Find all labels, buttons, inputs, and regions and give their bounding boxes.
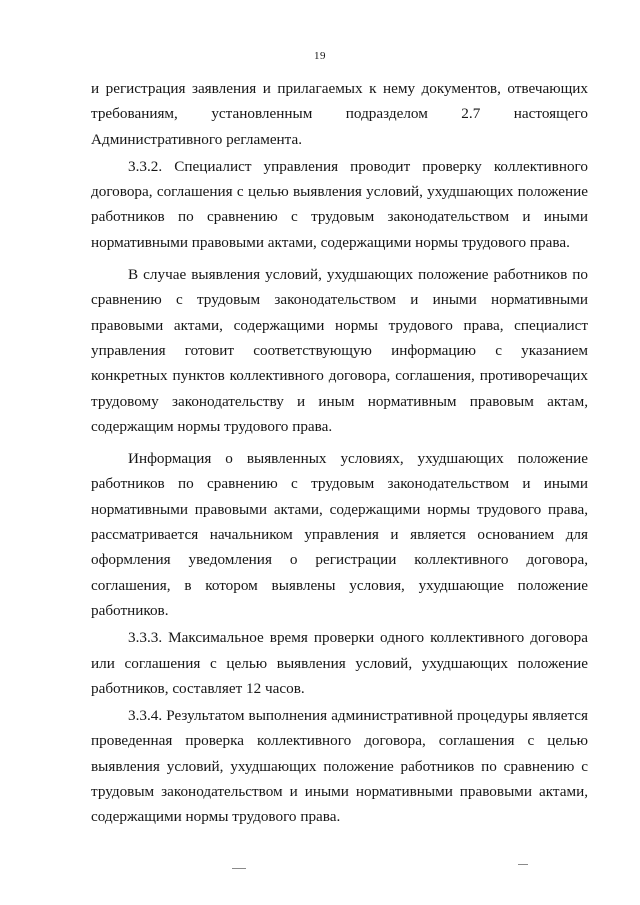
page-number: 19 bbox=[314, 50, 326, 62]
paragraph-3-3-3: 3.3.3. Максимальное время проверки одного коллективного договора или соглашения с целью выявления условий, ухудшающих положение работников, составляет 12 часов. bbox=[91, 629, 588, 697]
document-body bbox=[91, 76, 588, 830]
paragraph-3-3-4: 3.3.4. Результатом выполнения административной процедуры является проведенная проверка коллективного договора, соглашения с целью выявления условий, ухудшающих положение работников по сравнению с трудовым законодательством и иными нормативными правовыми актами, содержащими нормы трудового права. bbox=[91, 707, 588, 826]
paragraph-3-3-2: 3.3.2. Специалист управления проводит проверку коллективного договора, соглашения с целью выявления условий, ухудшающих положение работников по сравнению с трудовым законодательством и иными нормативными правовыми актами, содержащими нормы трудового права. bbox=[91, 157, 588, 251]
paragraph-information: Информация о выявленных условиях, ухудшающих положение работников по сравнению с трудовым законодательством и иными нормативными правовыми актами, содержащими нормы трудового права, рассматривается начальником управления и является основанием для оформления уведомления о регистрации коллективного договора, соглашения, в котором выявлены условия, ухудшающие положение работников. bbox=[91, 450, 588, 619]
paragraph-violations-found: В случае выявления условий, ухудшающих положение работников по сравнению с трудовым законодательством и иными нормативными правовыми актами, содержащими нормы трудового права, специалист управления готовит соответствующую информацию с указанием конкретных пунктов коллективного договора, соглашения, противоречащих трудовому законодательству и иным нормативным правовым актам, содержащим нормы трудового права. bbox=[91, 266, 588, 435]
scan-artifact bbox=[232, 868, 246, 869]
paragraph-continuation: и регистрация заявления и прилагаемых к нему документов, отвечающих требованиям, установленным подразделом 2.7 настоящего Административного регламента. bbox=[91, 80, 588, 148]
scan-artifact bbox=[518, 864, 528, 865]
